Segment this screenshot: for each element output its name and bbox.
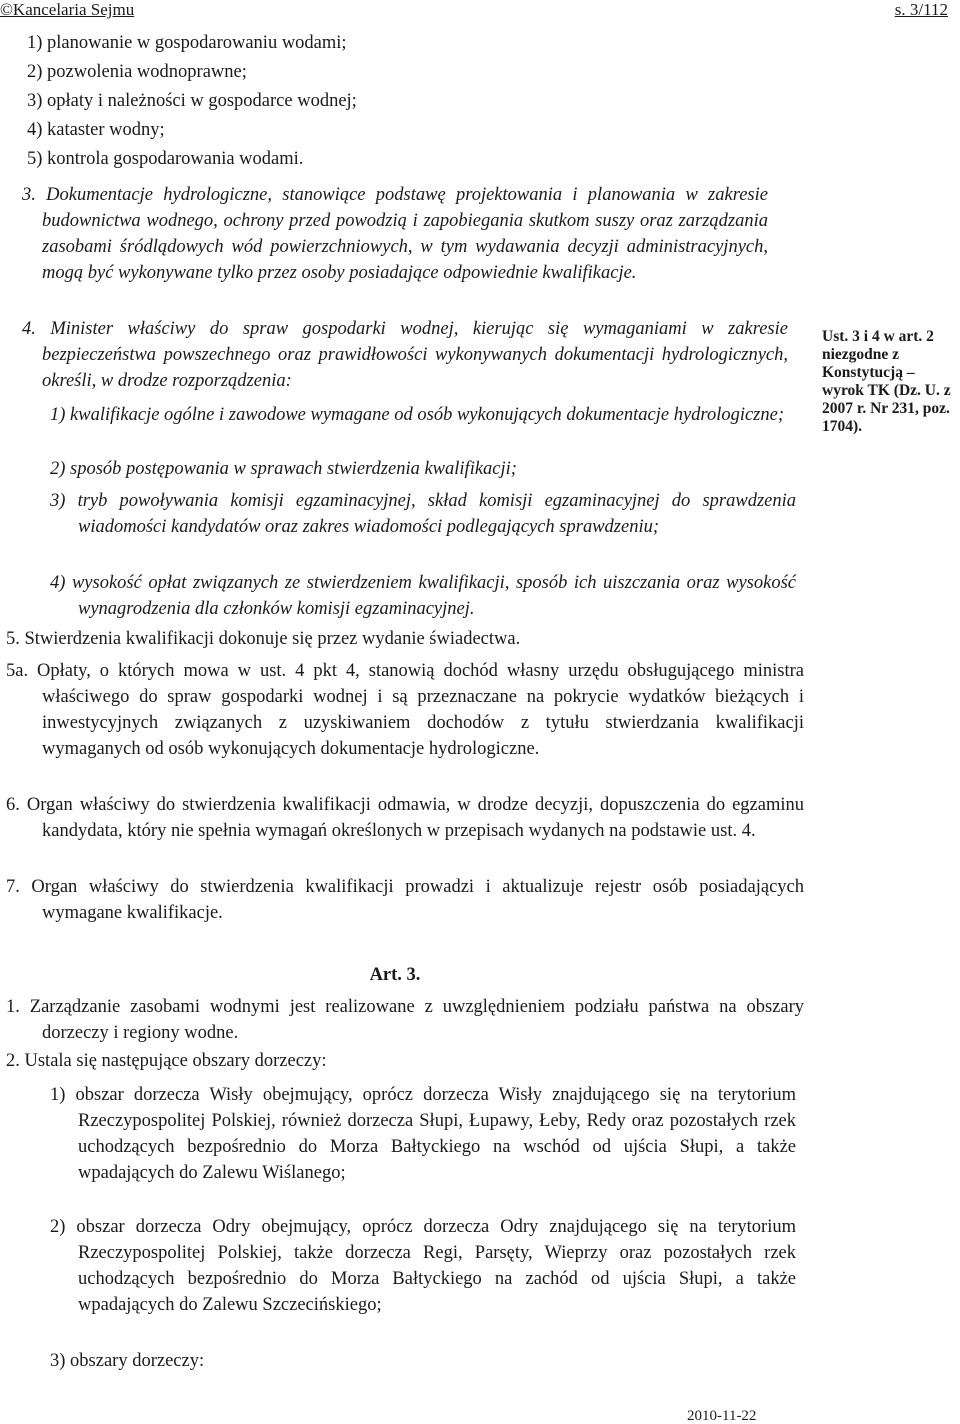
list-item-3: 3) opłaty i należności w gospodarce wodnej;: [27, 91, 357, 111]
paragraph-ust-5: 5. Stwierdzenia kwalifikacji dokonuje się przez wydanie świadectwa.: [6, 629, 521, 649]
article-3-item-2: 2) obszar dorzecza Odry obejmujący, oprócz dorzecza Odry znajdującego się na terytorium Rzeczypospolitej Polskiej, także dorzecza Regi, Parsęty, Wieprzy oraz pozostałych rzek uchodzących bezpośrednio do Morza Bałtyckiego na zachód od ujścia Słupi, a także wpadających do Zalewu Szczecińskiego;: [50, 1217, 796, 1315]
list-item-4: 4) kataster wodny;: [27, 120, 165, 140]
list-item-2: 2) pozwolenia wodnoprawne;: [27, 62, 247, 82]
footer-date: 2010-11-22: [687, 1408, 757, 1424]
header-page-number[interactable]: [895, 0, 948, 20]
margin-note-tk-ruling: Ust. 3 i 4 w art. 2 niezgodne z Konstytucją – wyrok TK (Dz. U. z 2007 r. Nr 231, poz. 1704).: [822, 328, 951, 435]
article-3-ust-1: 1. Zarządzanie zasobami wodnymi jest realizowane z uwzględnieniem podziału państwa na obszary dorzeczy i regiony wodne.: [6, 997, 804, 1043]
article-3-ust-2: 2. Ustala się następujące obszary dorzeczy:: [6, 1051, 327, 1071]
paragraph-ust-5a: 5a. Opłaty, o których mowa w ust. 4 pkt 4, stanowią dochód własny urzędu obsługującego ministra właściwego do spraw gospodarki wodnej i są przeznaczane na pokrycie wydatków bieżących i inwestycyjnych związanych z uzyskiwaniem dochodów z tytułu stwierdzania kwalifikacji wymaganych od osób wykonujących dokumentacje hydrologiczne.: [6, 661, 804, 759]
paragraph-ust-3: 3. Dokumentacje hydrologiczne, stanowiące podstawę projektowania i planowania w zakresie budownictwa wodnego, ochrony przed powodzią i zapobiegania skutkom suszy oraz zarządzania zasobami śródlądowych wód powierzchniowych, w tym wydawania decyzji administracyjnych, mogą być wykonywane tylko przez osoby posiadające odpowiednie kwalifikacje.: [22, 185, 768, 283]
header-page-text[interactable]: s. 3/112: [894, 0, 948, 19]
article-3-heading: Art. 3.: [369, 965, 421, 985]
ust-4-item-4: 4) wysokość opłat związanych ze stwierdzeniem kwalifikacji, sposób ich uiszczania oraz wysokość wynagrodzenia dla członków komisji egzaminacyjnej.: [50, 573, 796, 619]
header-source-link[interactable]: [0, 0, 134, 20]
header-source-text[interactable]: ©Kancelaria Sejmu: [0, 0, 135, 19]
ust-4-item-2: 2) sposób postępowania w sprawach stwierdzenia kwalifikacji;: [50, 459, 517, 479]
article-3-item-1: 1) obszar dorzecza Wisły obejmujący, oprócz dorzecza Wisły znajdującego się na terytorium Rzeczypospolitej Polskiej, również dorzecza Słupi, Łupawy, Łeby, Redy oraz pozostałych rzek uchodzących bezpośrednio do Morza Bałtyckiego na wschód od ujścia Słupi, a także wpadających do Zalewu Wiślanego;: [50, 1085, 796, 1183]
ust-4-item-3: 3) tryb powoływania komisji egzaminacyjnej, skład komisji egzaminacyjnej do sprawdzenia wiadomości kandydatów oraz zakres wiadomości podlegających sprawdzeniu;: [50, 491, 796, 537]
paragraph-ust-6: 6. Organ właściwy do stwierdzenia kwalifikacji odmawia, w drodze decyzji, dopuszczenia do egzaminu kandydata, który nie spełnia wymagań określonych w przepisach wydanych na podstawie ust. 4.: [6, 795, 804, 841]
paragraph-ust-7: 7. Organ właściwy do stwierdzenia kwalifikacji prowadzi i aktualizuje rejestr osób posiadających wymagane kwalifikacje.: [6, 877, 804, 923]
ust-4-item-1: 1) kwalifikacje ogólne i zawodowe wymagane od osób wykonujących dokumentacje hydrologiczne;: [50, 405, 785, 425]
article-3-item-3: 3) obszary dorzeczy:: [50, 1351, 205, 1371]
list-item-1: 1) planowanie w gospodarowaniu wodami;: [27, 33, 347, 53]
paragraph-ust-4-intro: 4. Minister właściwy do spraw gospodarki wodnej, kierując się wymaganiami w zakresie bezpieczeństwa powszechnego oraz prawidłowości wykonywanych dokumentacji hydrologicznych, określi, w drodze rozporządzenia:: [22, 319, 788, 391]
list-item-5: 5) kontrola gospodarowania wodami.: [27, 149, 304, 169]
